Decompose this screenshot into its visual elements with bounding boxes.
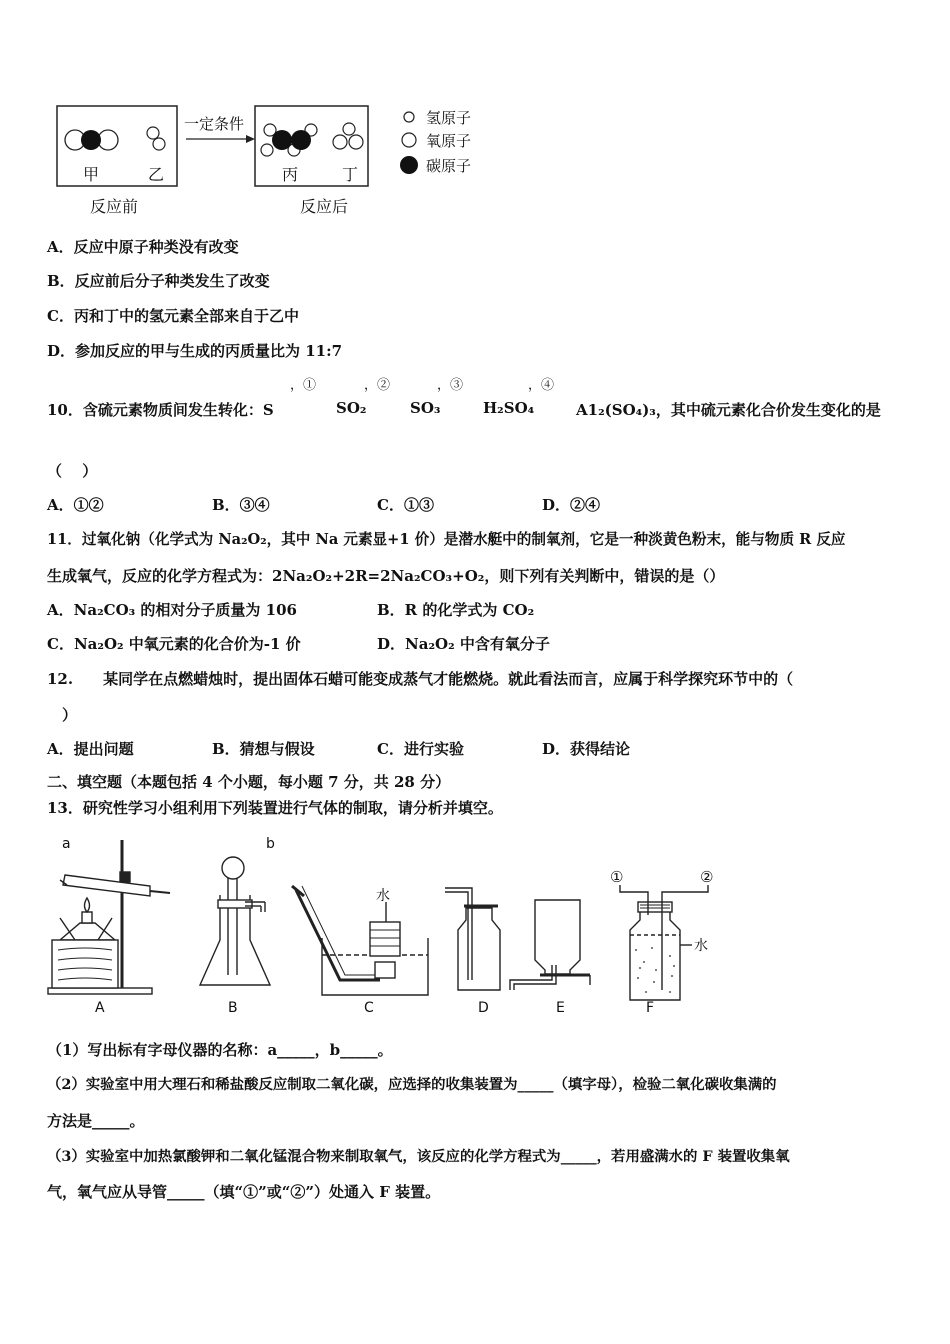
label-app-d: D xyxy=(478,1000,489,1016)
molecule-ding xyxy=(333,123,363,149)
caption-before: 反应前 xyxy=(90,197,139,216)
molecule-jia xyxy=(65,130,118,150)
q10-so3: SO₃ xyxy=(410,399,441,417)
q13-part-3-line-2: 气，氧气应从导管_____（填“①”或“②”）处通入 F 装置。 xyxy=(47,1183,441,1201)
label-bing: 丙 xyxy=(282,165,299,184)
q12-line-1: 12. 某同学在点燃蜡烛时，提出固体石蜡可能变成蒸气才能燃烧。就此看法而言，应属于科学探究环节中的（ xyxy=(47,670,794,688)
label-yi: 乙 xyxy=(148,165,165,184)
label-water-c: 水 xyxy=(376,888,390,904)
q10-option-a: A．①② xyxy=(47,496,104,514)
caption-after: 反应后 xyxy=(300,197,349,216)
q11-line-2: 生成氧气，反应的化学方程式为：2Na₂O₂+2R=2Na₂CO₃+O₂，则下列有关判断中，错误的是（） xyxy=(47,567,725,585)
q11-option-c: C．Na₂O₂ 中氧元素的化合价为-1 价 xyxy=(47,635,301,653)
label-port-1: ① xyxy=(610,868,624,886)
q10-arrow-4: ，④ xyxy=(528,378,555,393)
label-jia: 甲 xyxy=(83,165,100,184)
label-app-b: B xyxy=(228,1000,238,1016)
condition-label: 一定条件 xyxy=(184,115,245,133)
legend-o: 氧原子 xyxy=(426,132,472,150)
q12-line-2: ） xyxy=(62,706,78,724)
legend-h: 氢原子 xyxy=(426,109,472,127)
q10-prefix: 10．含硫元素物质间发生转化：S xyxy=(47,401,274,419)
q10-arrow-2: ，② xyxy=(364,378,391,393)
label-port-2: ② xyxy=(700,868,714,886)
q9-option-c: C．丙和丁中的氢元素全部来自于乙中 xyxy=(47,307,299,325)
q10-h2so4: H₂SO₄ xyxy=(483,399,535,417)
q9-option-b: B．反应前后分子种类发生了改变 xyxy=(47,272,270,290)
apparatus-diagram xyxy=(40,830,740,1020)
q10-paren: （ ） xyxy=(47,462,98,480)
q9-option-d: D．参加反应的甲与生成的丙质量比为 11:7 xyxy=(47,342,343,360)
label-ding: 丁 xyxy=(342,165,359,184)
q11-option-a: A．Na₂CO₃ 的相对分子质量为 106 xyxy=(47,601,297,619)
q10-tail: A1₂(SO₄)₃，其中硫元素化合价发生变化的是 xyxy=(576,401,881,419)
q10-option-d: D．②④ xyxy=(542,496,601,514)
label-water-f: 水 xyxy=(694,938,708,954)
q10-arrow-1: ，① xyxy=(290,378,317,393)
label-app-f: F xyxy=(646,1000,655,1016)
q10-arrow-3: ，③ xyxy=(437,378,464,393)
reaction-diagram xyxy=(50,100,510,225)
q11-option-d: D．Na₂O₂ 中含有氧分子 xyxy=(377,635,550,653)
q11-option-b: B．R 的化学式为 CO₂ xyxy=(377,601,535,619)
q12-option-b: B．猜想与假设 xyxy=(212,740,315,758)
legend-c: 碳原子 xyxy=(426,157,472,175)
label-b-letter: b xyxy=(266,836,275,852)
label-app-e: E xyxy=(556,1000,565,1016)
apparatus-a xyxy=(48,840,170,994)
q13-stem: 13．研究性学习小组利用下列装置进行气体的制取，请分析并填空。 xyxy=(47,799,503,817)
q11-line-1: 11．过氧化钠（化学式为 Na₂O₂，其中 Na 元素显+1 价）是潜水艇中的制氧剂，它是一种淡黄色粉末，能与物质 R 反应 xyxy=(47,531,846,548)
q10-option-b: B．③④ xyxy=(212,496,270,514)
molecule-yi xyxy=(147,127,165,150)
q13-part-2-line-1: （2）实验室中用大理石和稀盐酸反应制取二氧化碳，应选择的收集装置为_____（填字母），检验二氧化碳收集满的 xyxy=(47,1076,777,1093)
apparatus-c xyxy=(292,886,428,995)
molecule-bing xyxy=(261,124,317,156)
q10-option-c: C．①③ xyxy=(377,496,434,514)
q13-part-1: （1）写出标有字母仪器的名称：a_____，b_____。 xyxy=(47,1041,393,1059)
apparatus-d xyxy=(445,888,500,990)
q12-option-d: D．获得结论 xyxy=(542,740,631,758)
section-heading: 二、填空题（本题包括 4 个小题，每小题 7 分，共 28 分） xyxy=(47,773,451,791)
q12-option-a: A．提出问题 xyxy=(47,740,134,758)
label-a-letter: a xyxy=(62,836,71,852)
q13-part-2-line-2: 方法是_____。 xyxy=(47,1112,145,1130)
apparatus-e xyxy=(510,900,590,990)
q12-option-c: C．进行实验 xyxy=(377,740,464,758)
legend xyxy=(400,109,471,175)
q9-option-a: A．反应中原子种类没有改变 xyxy=(47,238,239,256)
q13-part-3-line-1: （3）实验室中加热氯酸钾和二氧化锰混合物来制取氧气，该反应的化学方程式为_____，若用盛满水的 F 装置收集氧 xyxy=(47,1148,790,1165)
label-app-c: C xyxy=(364,1000,374,1016)
apparatus-b xyxy=(200,857,270,985)
label-app-a: A xyxy=(95,1000,105,1016)
q10-so2: SO₂ xyxy=(336,399,367,417)
